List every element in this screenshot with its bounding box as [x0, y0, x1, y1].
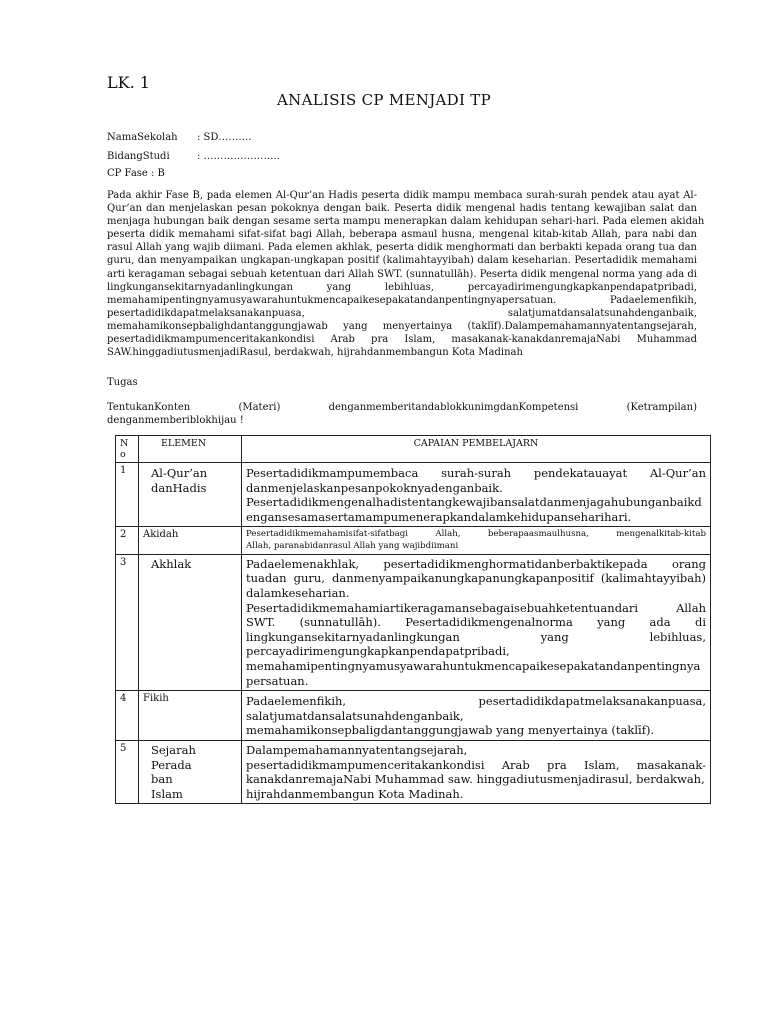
header-no: N o	[116, 436, 139, 463]
task-instruction	[107, 401, 697, 427]
row-number: 1	[116, 463, 139, 527]
intro-line: memahamikonsepbalighdantanggungjawab yang menyertainya (taklīf).Dalampemahamannyatentangsejarah,	[107, 320, 697, 332]
row-achievement	[242, 554, 711, 690]
intro-line: lingkungansekitarnyadanlingkungan yang lebihluas, percayadirimengungkapkanpendapatpribadi,	[107, 281, 697, 293]
row-element	[139, 740, 242, 803]
achievement-line: Padaelemenakhlak, pesertadidikmenghormatidanberbaktikepada orang	[246, 556, 706, 571]
achievement-line: lingkungansekitarnyadanlingkungan yang lebihluas,	[246, 629, 706, 644]
element-line: Sejarah	[151, 742, 196, 757]
element-line: ban	[151, 772, 173, 787]
achievement-line: tuadan guru, danmenyampaikanungkapanungkapanpositif (kalimahtayyibah)	[246, 571, 706, 586]
element-line: Islam	[151, 786, 183, 801]
table-row	[116, 691, 711, 741]
header-achievement: CAPAIAN PEMBELAJARN	[242, 436, 711, 463]
achievement-line: persatuan.	[246, 673, 309, 688]
intro-line: Qur’an dan menjelaskan pesan pokoknya dengan baik. Peserta didik mengenal hadis tentang kewajiban salat dan	[107, 203, 697, 215]
achievement-line: Pesertadidikmemahamisifat-sifatbagi Allah, beberapaasmaulhusna, mengenalkitab-kitab	[246, 529, 706, 540]
achievement-line: kanakdanremajaNabi Muhammad saw. hinggadiutusmenjadirasul, berdakwah,	[246, 772, 705, 787]
row-element: Fikih	[139, 691, 242, 741]
row-element: Al-Qur’an danHadis	[139, 463, 242, 527]
intro-line: rasul Allah yang wajib diimani. Pada elemen akhlak, peserta didik menghormati dan berbakti kepada orang tua dan	[107, 242, 697, 254]
row-achievement	[242, 740, 711, 803]
row-number: 4	[116, 691, 139, 741]
task-label: Tugas	[107, 377, 138, 388]
achievement-line: engansesamasertamampumenerapkandalamkehidupanseharihari.	[246, 509, 632, 524]
intro-line: arti keragaman sebagai sebuah ketentuan dari Allah SWT. (sunnatullāh). Peserta didik mengenal norma yang ada di	[107, 268, 697, 280]
achievement-line: danmenjelaskanpesanpokoknyadenganbaik.	[246, 480, 503, 495]
table-header-row	[116, 436, 711, 463]
table-row	[116, 740, 711, 803]
intro-line: peserta didik memahami sifat-sifat bagi Allah, beberapa asmaul husna, mengenal kitab-kitab Allah, para nabi dan	[107, 229, 697, 241]
achievement-line: pesertadidikmampumenceritakankondisi Arab pra Islam, masakanak-	[246, 757, 706, 772]
header-element: ELEMEN	[139, 436, 242, 463]
intro-paragraph	[107, 189, 705, 359]
achievement-line: Dalampemahamannyatentangsejarah,	[246, 742, 468, 757]
intro-line: SAW.hinggadiutusmenjadiRasul, berdakwah, hijrahdanmembangun Kota Madinah	[107, 347, 523, 359]
row-element: Akhlak	[139, 554, 242, 690]
school-label: NamaSekolah	[107, 132, 178, 143]
table-row	[116, 554, 711, 690]
achievement-line: salatjumatdansalatsunahdenganbaik,	[246, 708, 464, 723]
row-number: 2	[116, 527, 139, 554]
table-row	[116, 463, 711, 527]
task-line: denganmemberiblokhijau !	[107, 415, 244, 426]
achievement-line: percayadirimengungkapkanpendapatpribadi,	[246, 644, 510, 659]
row-number: 3	[116, 554, 139, 690]
intro-line: Pada akhir Fase B, pada elemen Al-Qur’an Hadis peserta didik mampu membaca surah-surah pendek atau ayat Al-	[107, 190, 697, 201]
subject-value: : …………………..	[197, 151, 280, 162]
achievement-line: Allah, paranabidanrasul Allah yang wajibdiimani	[246, 540, 459, 551]
intro-line: guru, dan menyampaikan ungkapan-ungkapan positif (kalimahtayyibah) dalam keseharian. Pesertadidik memahami	[107, 255, 697, 267]
achievement-line: dalamkeseharian.	[246, 585, 350, 600]
subject-row	[107, 151, 280, 162]
row-achievement	[242, 527, 711, 554]
intro-line: memahamipentingnyamusyawarahuntukmencapaikesepakatandanpentingnyapersatuan. Padaelemenfikih,	[107, 294, 697, 306]
table-row	[116, 527, 711, 554]
row-achievement	[242, 463, 711, 527]
achievement-line: hijrahdanmembangun Kota Madinah.	[246, 786, 464, 801]
page-title: ANALISIS CP MENJADI TP	[277, 91, 491, 109]
achievement-table	[115, 435, 711, 804]
task-line: TentukanKonten (Materi) denganmemberitandablokkunimgdanKompetensi (Ketrampilan)	[107, 402, 697, 413]
achievement-line: Padaelemenfikih, pesertadidikdapatmelaksanakanpuasa,	[246, 694, 706, 709]
school-row	[107, 132, 252, 143]
worksheet-number: LK. 1	[107, 73, 150, 92]
achievement-line: memahamikonsepbaligdantanggungjawab yang menyertainya (taklīf).	[246, 723, 655, 738]
subject-label: BidangStudi	[107, 151, 170, 162]
achievement-line: SWT. (sunnatullāh). Pesertadidikmengenalnorma yang ada di	[246, 615, 706, 630]
intro-line: pesertadidikdapatmelaksanakanpuasa, salatjumatdansalatsunahdenganbaik,	[107, 307, 697, 319]
achievement-line: Pesertadidikmengenalhadistentangkewajibansalatdanmenjagahubunganbaikd	[246, 495, 702, 510]
intro-line: menjaga hubungan baik dengan sesame serta mampu menerapkan dalam kehidupan sehari-hari. Pada elemen akidah	[107, 216, 705, 228]
element-line: Perada	[151, 757, 192, 772]
achievement-line: Pesertadidikmemahamiartikeragamansebagaisebuahketentuandari Allah	[246, 600, 706, 615]
row-number: 5	[116, 740, 139, 803]
phase-label: CP Fase : B	[107, 168, 165, 179]
achievement-line: Pesertadidikmampumembaca surah-surah pendekatauayat Al-Qur’an	[246, 466, 706, 480]
row-element: Akidah	[139, 527, 242, 554]
row-achievement	[242, 691, 711, 741]
intro-line: pesertadidikmampumenceritakankondisi Arab pra Islam, masakanak-kanakdanremajaNabi Muhammad	[107, 334, 697, 346]
school-value: : SD……….	[197, 132, 252, 143]
achievement-line: memahamipentingnyamusyawarahuntukmencapaikesepakatandanpentingnya	[246, 658, 701, 673]
